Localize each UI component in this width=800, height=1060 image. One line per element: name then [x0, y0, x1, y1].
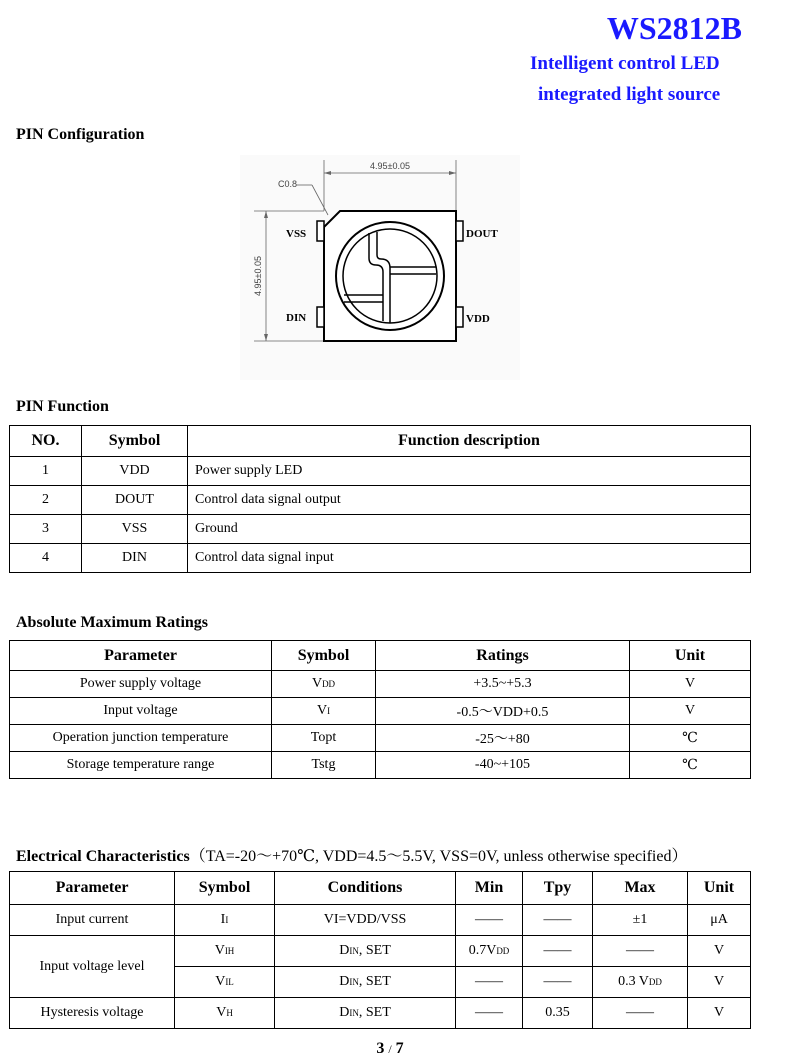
pin-label-vdd: VDD — [466, 313, 490, 325]
symbol-cell: Tstg — [272, 752, 376, 779]
column-header: Unit — [688, 872, 751, 905]
unit-cell: ℃ — [630, 752, 751, 779]
pin-description: Control data signal output — [188, 486, 751, 515]
conditions-cell: VI=VDD/VSS — [275, 905, 456, 936]
dim-arrow — [264, 211, 268, 218]
parameter-cell: Storage temperature range — [10, 752, 272, 779]
symbol-cell: II — [175, 905, 275, 936]
pin-number: 3 — [10, 515, 82, 544]
min-cell: —— — [456, 967, 523, 998]
max-cell: —— — [593, 998, 688, 1029]
pin-symbol: DIN — [82, 544, 188, 573]
absolute-maximum-ratings-heading: Absolute Maximum Ratings — [16, 614, 209, 631]
typ-cell: 0.35 — [523, 998, 593, 1029]
rating-cell: -25～+80 — [376, 725, 630, 752]
pin-description: Control data signal input — [188, 544, 751, 573]
pad-vdd — [456, 307, 463, 327]
table-row — [10, 936, 751, 967]
document-subtitle-line2: integrated light source — [538, 84, 721, 105]
table-row — [10, 752, 751, 779]
typ-cell: —— — [523, 967, 593, 998]
pin-symbol: DOUT — [82, 486, 188, 515]
electrical-characteristics-heading — [16, 843, 687, 866]
pin-description: Power supply LED — [188, 457, 751, 486]
pin-number: 2 — [10, 486, 82, 515]
parameter-cell: Input current — [10, 905, 175, 936]
pad-dout — [456, 221, 463, 241]
column-header: Ratings — [376, 641, 630, 671]
conditions-cell: DIN, SET — [275, 936, 456, 967]
min-cell: —— — [456, 905, 523, 936]
table-row — [10, 725, 751, 752]
table-header-row — [10, 641, 751, 671]
rating-cell: +3.5~+5.3 — [376, 671, 630, 698]
pin-symbol: VDD — [82, 457, 188, 486]
chamfer-label: C0.8 — [278, 179, 298, 189]
electrical-characteristics-table — [9, 871, 751, 1029]
max-cell: —— — [593, 936, 688, 967]
column-header: Symbol — [82, 426, 188, 457]
table-row — [10, 457, 751, 486]
column-header: Unit — [630, 641, 751, 671]
table-row — [10, 905, 751, 936]
typ-cell: —— — [523, 905, 593, 936]
pad-din — [317, 307, 324, 327]
table-row — [10, 515, 751, 544]
min-cell: —— — [456, 998, 523, 1029]
symbol-cell: Topt — [272, 725, 376, 752]
table-header-row — [10, 872, 751, 905]
min-cell: 0.7VDD — [456, 936, 523, 967]
pin-number: 1 — [10, 457, 82, 486]
column-header: Symbol — [272, 641, 376, 671]
document-title: WS2812B — [606, 10, 742, 46]
leader-line — [312, 185, 328, 215]
pin-description: Ground — [188, 515, 751, 544]
pad-vss — [317, 221, 324, 241]
symbol-cell: VH — [175, 998, 275, 1029]
pin-function-table — [9, 425, 751, 573]
table-row — [10, 998, 751, 1029]
symbol-cell: VIH — [175, 936, 275, 967]
column-header: Max — [593, 872, 688, 905]
max-cell: 0.3 VDD — [593, 967, 688, 998]
unit-cell: μA — [688, 905, 751, 936]
dim-arrow — [449, 171, 456, 175]
column-header: Tpy — [523, 872, 593, 905]
dim-arrow — [264, 334, 268, 341]
symbol-cell: VIL — [175, 967, 275, 998]
page-number: 3 / 7 — [376, 1040, 404, 1057]
electrical-conditions-note: （TA=-20～+70℃, VDD=4.5～5.5V, VSS=0V, unless otherwise specified） — [189, 848, 688, 865]
typ-cell: —— — [523, 936, 593, 967]
table-row — [10, 698, 751, 725]
pin-number: 4 — [10, 544, 82, 573]
electrical-characteristics-title: Electrical Characteristics — [16, 848, 190, 865]
pin-configuration-diagram — [240, 155, 520, 380]
pin-symbol: VSS — [82, 515, 188, 544]
unit-cell: V — [688, 998, 751, 1029]
rating-cell: -0.5～VDD+0.5 — [376, 698, 630, 725]
led-package-drawing — [240, 155, 520, 380]
unit-cell: V — [688, 967, 751, 998]
parameter-cell: Power supply voltage — [10, 671, 272, 698]
unit-cell: V — [630, 698, 751, 725]
rating-cell: -40~+105 — [376, 752, 630, 779]
column-header: NO. — [10, 426, 82, 457]
dim-arrow — [324, 171, 331, 175]
symbol-cell: VDD — [272, 671, 376, 698]
parameter-cell: Hysteresis voltage — [10, 998, 175, 1029]
table-row — [10, 544, 751, 573]
pin-configuration-heading: PIN Configuration — [16, 126, 145, 143]
dim-height-label: 4.95±0.05 — [253, 256, 263, 296]
unit-cell: ℃ — [630, 725, 751, 752]
table-row — [10, 671, 751, 698]
column-header: Conditions — [275, 872, 456, 905]
parameter-cell: Operation junction temperature — [10, 725, 272, 752]
symbol-cell: VI — [272, 698, 376, 725]
pin-label-din: DIN — [286, 312, 307, 324]
conditions-cell: DIN, SET — [275, 998, 456, 1029]
parameter-cell: Input voltage level — [10, 936, 175, 998]
column-header: Function description — [188, 426, 751, 457]
conditions-cell: DIN, SET — [275, 967, 456, 998]
table-row — [10, 486, 751, 515]
absolute-maximum-ratings-table — [9, 640, 751, 779]
column-header: Parameter — [10, 872, 175, 905]
column-header: Min — [456, 872, 523, 905]
unit-cell: V — [630, 671, 751, 698]
document-subtitle-line1: Intelligent control LED — [530, 53, 720, 74]
max-cell: ±1 — [593, 905, 688, 936]
pin-label-dout: DOUT — [466, 228, 498, 240]
parameter-cell: Input voltage — [10, 698, 272, 725]
unit-cell: V — [688, 936, 751, 967]
column-header: Parameter — [10, 641, 272, 671]
column-header: Symbol — [175, 872, 275, 905]
pin-label-vss: VSS — [286, 228, 307, 240]
table-header-row — [10, 426, 751, 457]
dim-width-label: 4.95±0.05 — [370, 161, 410, 171]
pin-function-heading: PIN Function — [16, 398, 109, 415]
